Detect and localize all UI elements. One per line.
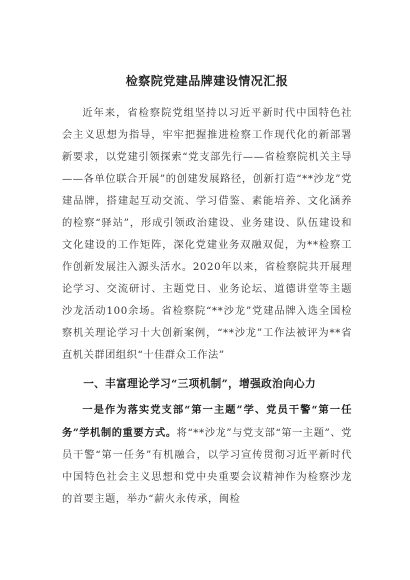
section-body-text: 将“**沙龙”与党支部“第一主题”、党员干警“第一任务”有机融合，以学习宣传贯彻习近平新时代中国特色社会主义思想和党中央重要会议精神作为检察沙龙的首要主题，举办“薪火永传承，闽检 xyxy=(62,428,353,505)
intro-paragraph: 近年来，省检察院党组坚持以习近平新时代中国特色社会主义思想为指导，牢牢把握推进检察工作现代化的新部署新要求，以党建引领探索“党支部先行——省检察院机关主导——各单位联合开展”的创建发展路径，创新打造“**沙龙”党建品牌，搭建起互动交流、学习借鉴、素能培养、文化涵养的检察“驿站”，形成引领政治建设、业务建设、队伍建设和文化建设的工作矩阵，深化党建业务双融双促，为**检察工作创新发展注入源头活水。2020年以来，省检察院共开展理论学习、交流研讨、主题党日、业务论坛、道德讲堂等主题沙龙活动100余场。省检察院“**沙龙”党建品牌入选全国检察机关理论学习十大创新案例，“**沙龙”工作法被评为**省直机关群团组织“十佳群众工作法” xyxy=(62,108,352,361)
section-heading: 一、丰富理论学习“三项机制”，增强政治向心力 xyxy=(83,378,317,390)
section-paragraph xyxy=(62,399,352,511)
section-lead-sentence: 一是作为落实党支部“第一主题”学、党员干警“第一任务”学机制的重要方式。 xyxy=(62,404,352,439)
document-title: 检察院党建品牌建设情况汇报 xyxy=(125,74,289,88)
